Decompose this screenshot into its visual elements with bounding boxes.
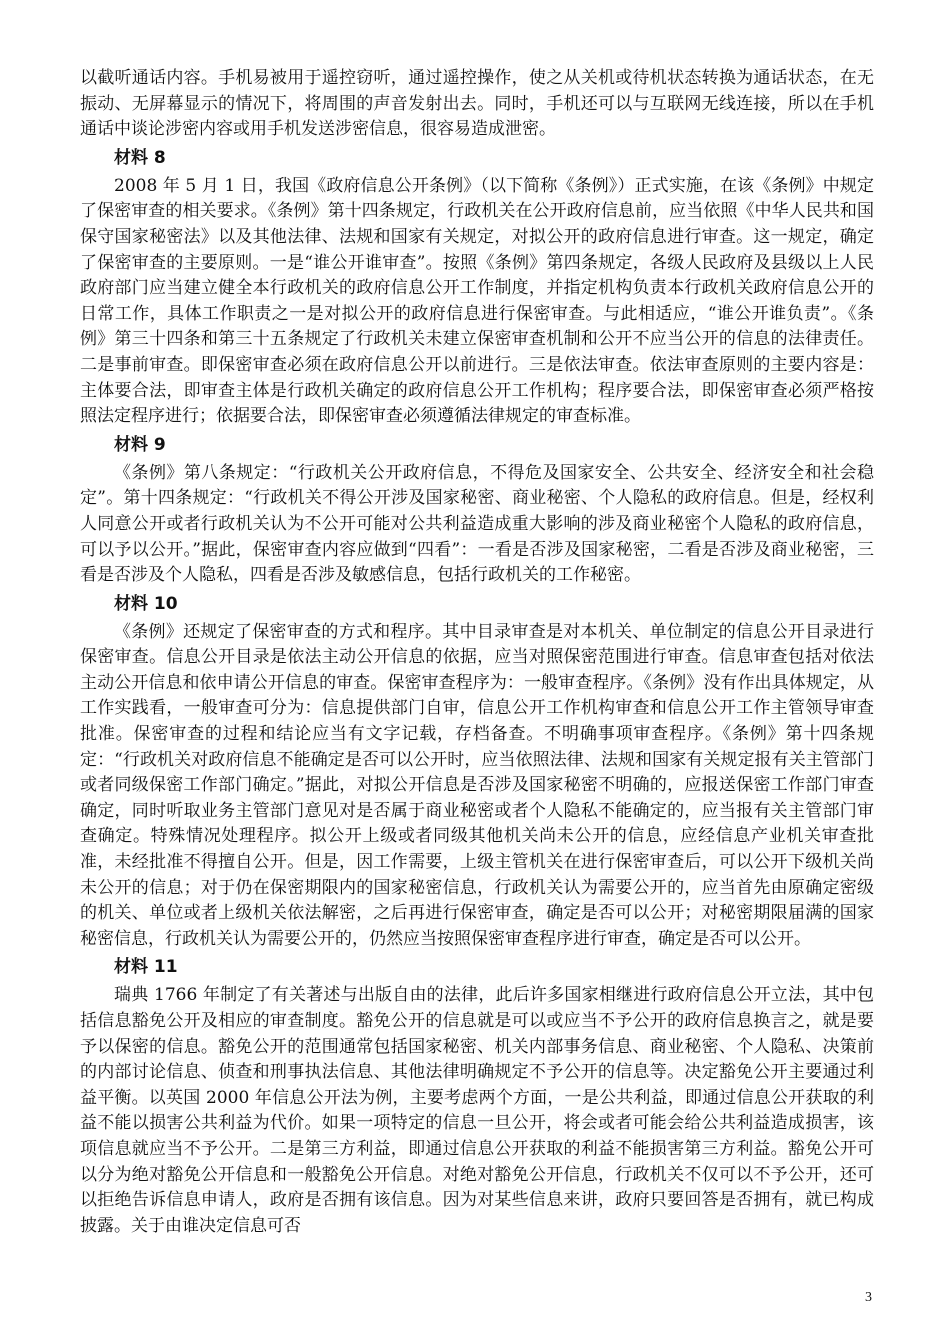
section-paragraph: 2008 年 5 月 1 日，我国《政府信息公开条例》（以下简称《条例》）正式实施，在该《条例》中规定了保密审查的相关要求。《条例》第十四条规定，行政机关在公开政府信息前，应当依照《中华人民共和国保守国家秘密法》以及其他法律、法规和国家有关规定，对拟公开的政府信息进行审查。这一规定，确定了保密审查的主要原则。一是“谁公开谁审查”。按照《条例》第四条规定，各级人民政府及县级以上人民政府部门应当建立健全本行政机关的政府信息公开工作制度，并指定机构负责本行政机关政府信息公开的日常工作，具体工作职责之一是对拟公开的政府信息进行保密审查。与此相适应，“谁公开谁负责”。《条例》第三十四条和第三十五条规定了行政机关未建立保密审查机制和公开不应当公开的信息的法律责任。二是事前审查。即保密审查必须在政府信息公开以前进行。三是依法审查。依法审查原则的主要内容是：主体要合法，即审查主体是行政机关确定的政府信息公开工作机构；程序要合法，即保密审查必须严格按照法定程序进行；依据要合法，即保密审查必须遵循法律规定的审查标准。 bbox=[80, 175, 874, 427]
section-heading: 材料 9 bbox=[114, 434, 166, 455]
page-number: 3 bbox=[865, 1290, 872, 1305]
section-heading: 材料 10 bbox=[114, 593, 178, 614]
section-heading: 材料 8 bbox=[114, 147, 166, 168]
section-material-9 bbox=[80, 432, 874, 589]
section-material-8 bbox=[80, 145, 874, 430]
section-paragraph: 《条例》第八条规定：“行政机关公开政府信息，不得危及国家安全、公共安全、经济安全和社会稳定”。第十四条规定：“行政机关不得公开涉及国家秘密、商业秘密、个人隐私的政府信息。但是，经权利人同意公开或者行政机关认为不公开可能对公共利益造成重大影响的涉及商业秘密个人隐私的政府信息，可以予以公开。”据此，保密审查内容应做到“四看”：一看是否涉及国家秘密，二看是否涉及商业秘密，三看是否涉及个人隐私，四看是否涉及敏感信息，包括行政机关的工作秘密。 bbox=[80, 462, 874, 586]
section-paragraph: 《条例》还规定了保密审查的方式和程序。其中目录审查是对本机关、单位制定的信息公开目录进行保密审查。信息公开目录是依法主动公开信息的依据，应当对照保密范围进行审查。信息审查包括对依法主动公开信息和依申请公开信息的审查。保密审查程序为：一般审查程序。《条例》没有作出具体规定，从工作实践看，一般审查可分为：信息提供部门自审，信息公开工作机构审查和信息公开工作主管领导审查批准。保密审查的过程和结论应当有文字记载，存档备查。不明确事项审查程序。《条例》第十四条规定：“行政机关对政府信息不能确定是否可以公开时，应当依照法律、法规和国家有关规定报有关主管部门或者同级保密工作部门确定。”据此，对拟公开信息是否涉及国家秘密不明确的，应报送保密工作部门审查确定，同时听取业务主管部门意见对是否属于商业秘密或者个人隐私不能确定的，应当报有关主管部门审查确定。特殊情况处理程序。拟公开上级或者同级其他机关尚未公开的信息，应经信息产业机关审查批准，未经批准不得擅自公开。但是，因工作需要，上级主管机关在进行保密审查后，可以公开下级机关尚未公开的信息；对于仍在保密期限内的国家秘密信息，行政机关认为需要公开的，应当首先由原确定密级的机关、单位或者上级机关依法解密，之后再进行保密审查，确定是否可以公开；对秘密期限届满的国家秘密信息，行政机关认为需要公开的，仍然应当按照保密审查程序进行审查，确定是否可以公开。 bbox=[80, 621, 874, 949]
section-heading: 材料 11 bbox=[114, 957, 178, 978]
section-material-11 bbox=[80, 954, 874, 1239]
section-material-10 bbox=[80, 591, 874, 953]
section-paragraph: 瑞典 1766 年制定了有关著述与出版自由的法律，此后许多国家相继进行政府信息公开立法，其中包括信息豁免公开及相应的审查制度。豁免公开的信息就是可以或应当不予公开的政府信息换言之，就是要予以保密的信息。豁免公开的范围通常包括国家秘密、机关内部事务信息、商业秘密、个人隐私、决策前的内部讨论信息、侦查和刑事执法信息、其他法律明确规定不予公开的信息等。决定豁免公开主要通过利益平衡。以英国 2000 年信息公开法为例，主要考虑两个方面，一是公共利益，即通过信息公开获取的利益不能以损害公共利益为代价。如果一项特定的信息一旦公开，将会或者可能会给公共利益造成损害，该项信息就应当不予公开。二是第三方利益，即通过信息公开获取的利益不能损害第三方利益。豁免公开可以分为绝对豁免公开信息和一般豁免公开信息。对绝对豁免公开信息，行政机关不仅可以不予公开，还可以拒绝告诉信息申请人，政府是否拥有该信息。因为对某些信息来讲，政府只要回答是否拥有，就已构成披露。关于由谁决定信息可否 bbox=[80, 985, 874, 1236]
intro-paragraph: 以截听通话内容。手机易被用于遥控窃听，通过遥控操作，使之从关机或待机状态转换为通话状态，在无振动、无屏幕显示的情况下，将周围的声音发射出去。同时，手机还可以与互联网无线连接，所以在手机通话中谈论涉密内容或用手机发送涉密信息，很容易造成泄密。 bbox=[80, 68, 874, 140]
document-page bbox=[80, 66, 874, 1239]
